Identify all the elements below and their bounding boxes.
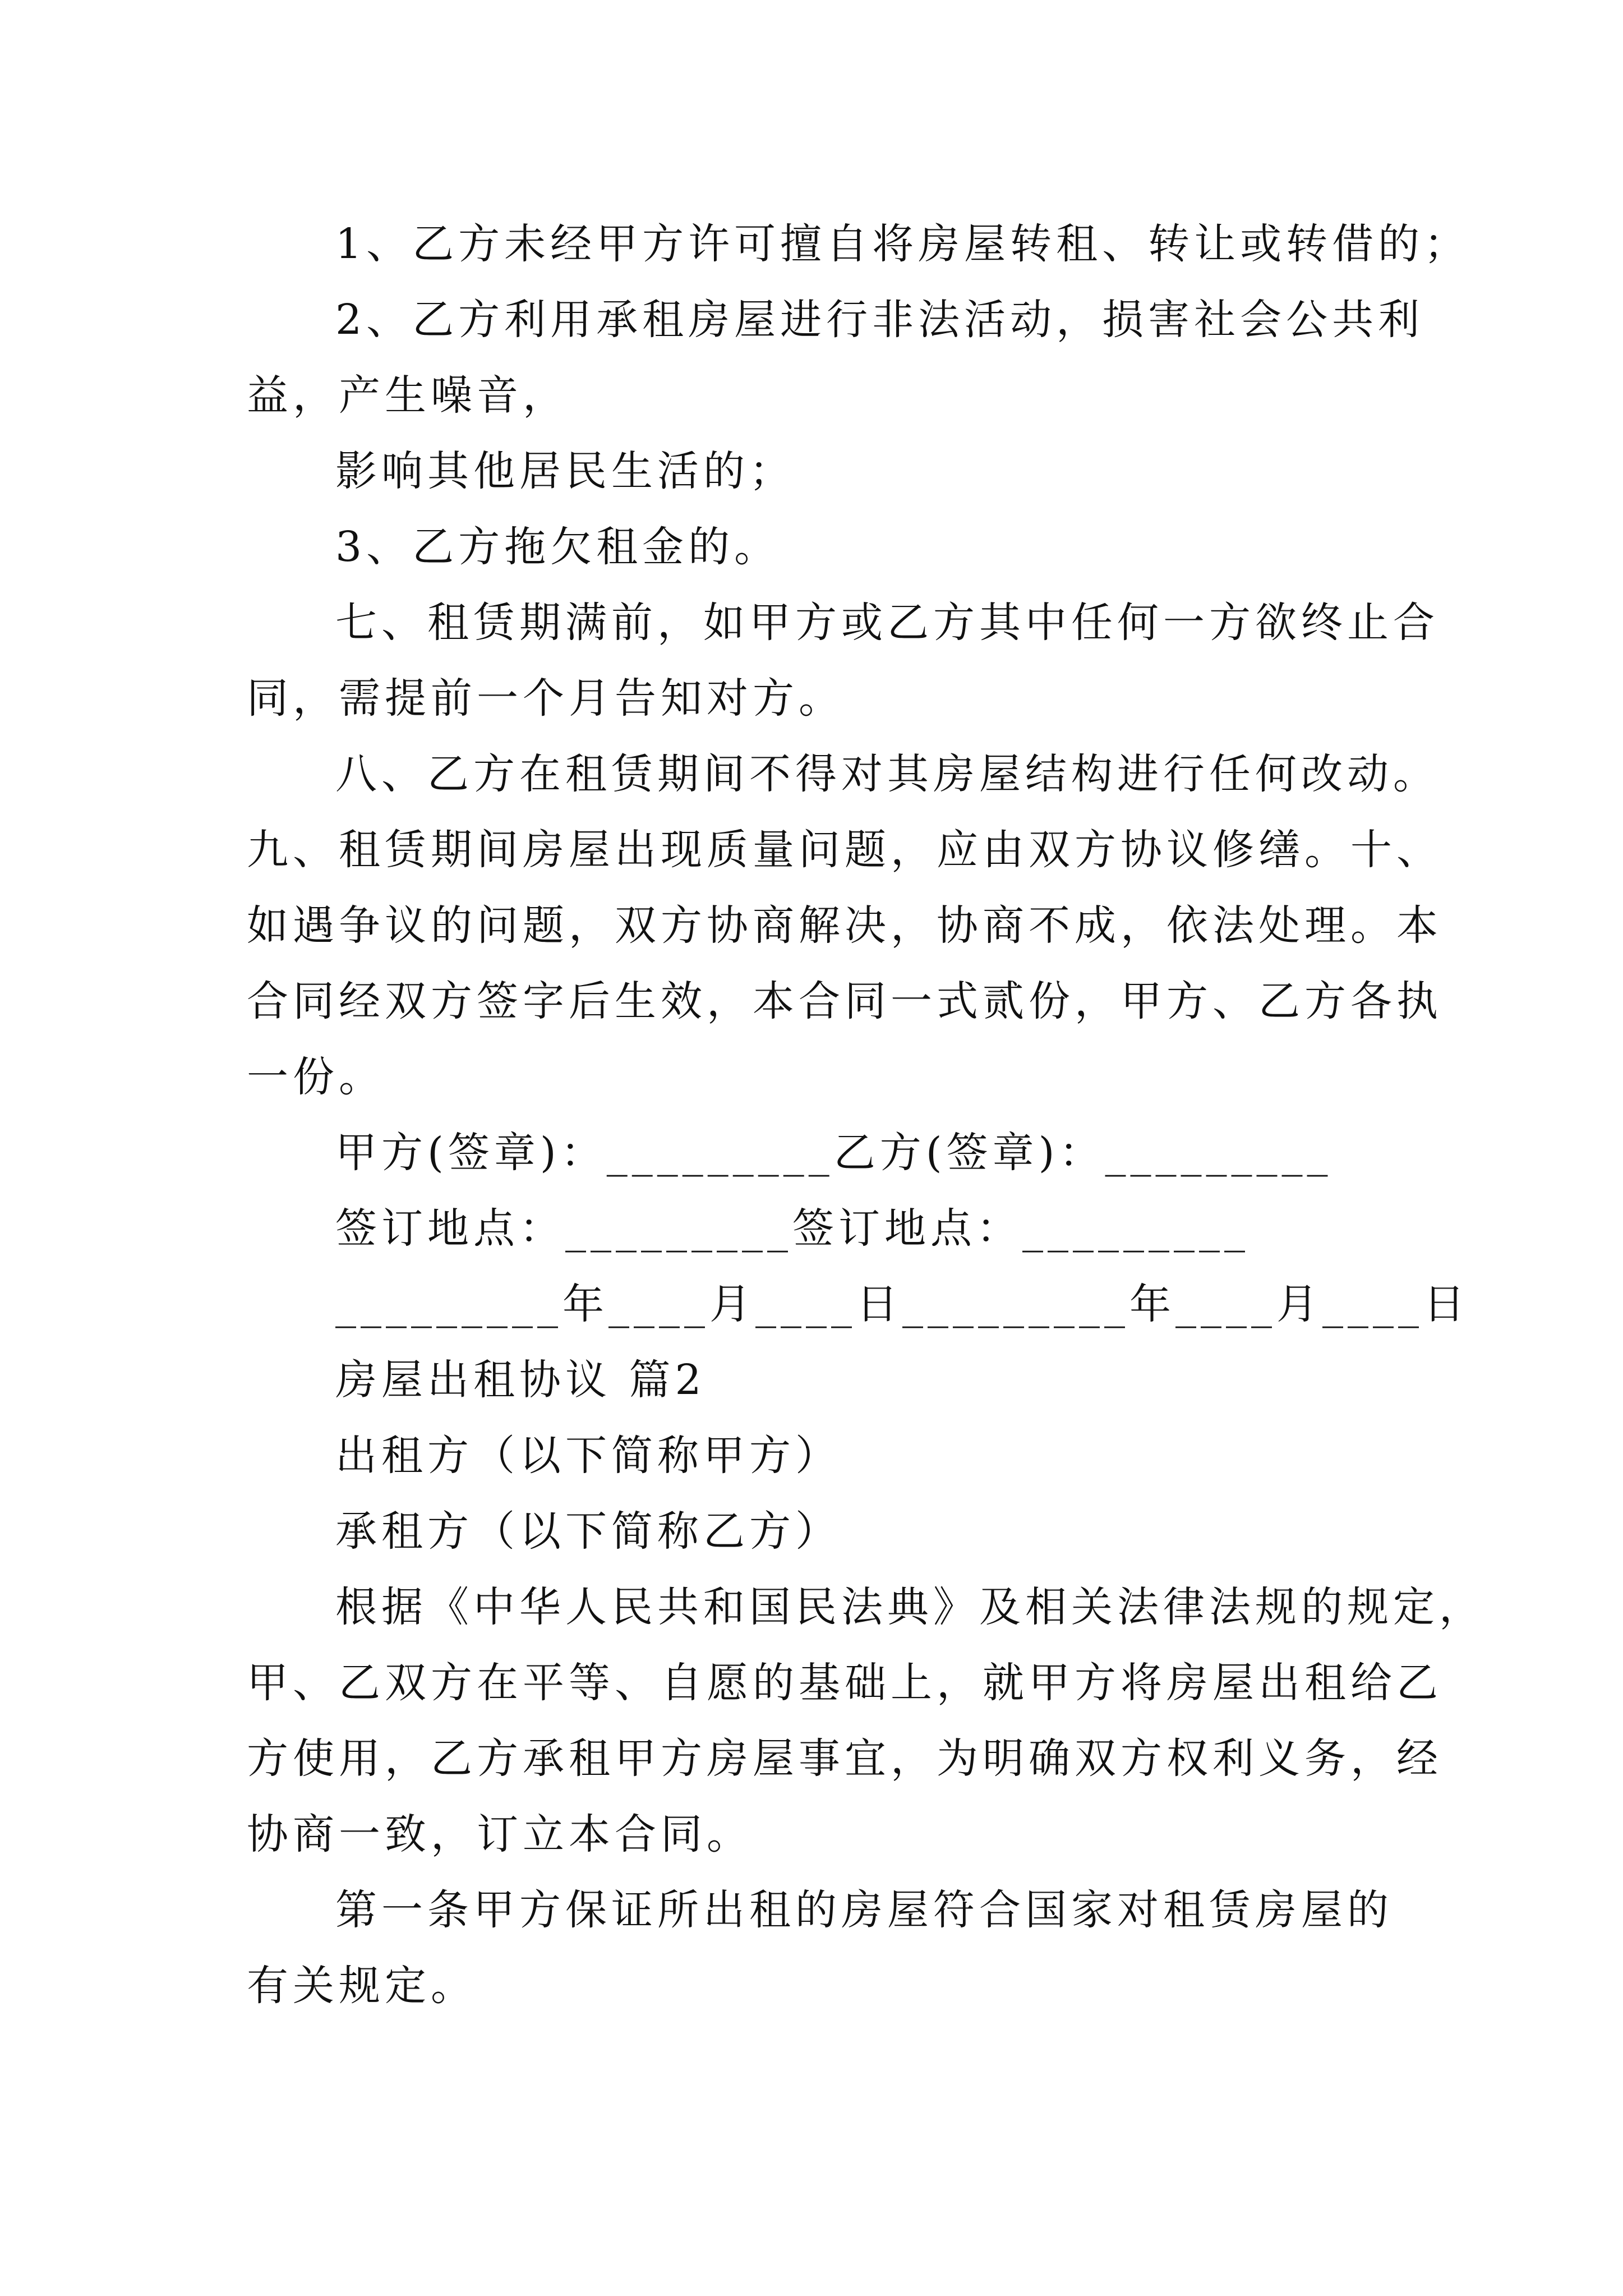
text-line: 甲、乙双方在平等、自愿的基础上，就甲方将房屋出租给乙	[247, 1659, 1442, 1707]
text-line: 八、乙方在租赁期间不得对其房屋结构进行任何改动。	[335, 750, 1439, 798]
text-line: 同，需提前一个月告知对方。	[247, 674, 845, 723]
signature-line-party: 甲方(签章)：_________乙方(签章)：_________	[335, 1129, 1332, 1177]
text-line: 第一条甲方保证所出租的房屋符合国家对租赁房屋的	[335, 1886, 1393, 1934]
text-line: 1、乙方未经甲方许可擅自将房屋转租、转让或转借的；	[335, 220, 1470, 268]
text-line: 九、租赁期间房屋出现质量问题，应由双方协议修缮。十、	[247, 826, 1442, 874]
signature-line-date: _________年____月____日_________年____月____日	[335, 1280, 1469, 1328]
text-line: 有关规定。	[247, 1962, 477, 2010]
text-line: 益，产生噪音，	[247, 371, 569, 420]
text-line: 如遇争议的问题，双方协商解决，协商不成，依法处理。本	[247, 901, 1442, 950]
section-heading: 房屋出租协议 篇2	[335, 1356, 706, 1404]
text-line: 承租方（以下简称乙方）	[335, 1507, 841, 1556]
text-line: 协商一致，订立本合同。	[247, 1810, 753, 1858]
text-line: 出租方（以下简称甲方）	[335, 1432, 841, 1480]
text-line: 影响其他居民生活的；	[335, 447, 795, 495]
signature-line-place: 签订地点：_________签订地点：_________	[335, 1204, 1249, 1253]
text-line: 方使用，乙方承租甲方房屋事宜，为明确双方权利义务，经	[247, 1734, 1442, 1783]
text-line: 2、乙方利用承租房屋进行非法活动，损害社会公共利	[335, 296, 1424, 344]
text-line: 一份。	[247, 1053, 385, 1101]
text-line: 七、租赁期满前，如甲方或乙方其中任何一方欲终止合	[335, 599, 1439, 647]
text-line: 合同经双方签字后生效，本合同一式贰份，甲方、乙方各执	[247, 977, 1442, 1025]
text-line: 根据《中华人民共和国民法典》及相关法律法规的规定，	[335, 1583, 1485, 1631]
text-line: 3、乙方拖欠租金的。	[335, 523, 781, 571]
